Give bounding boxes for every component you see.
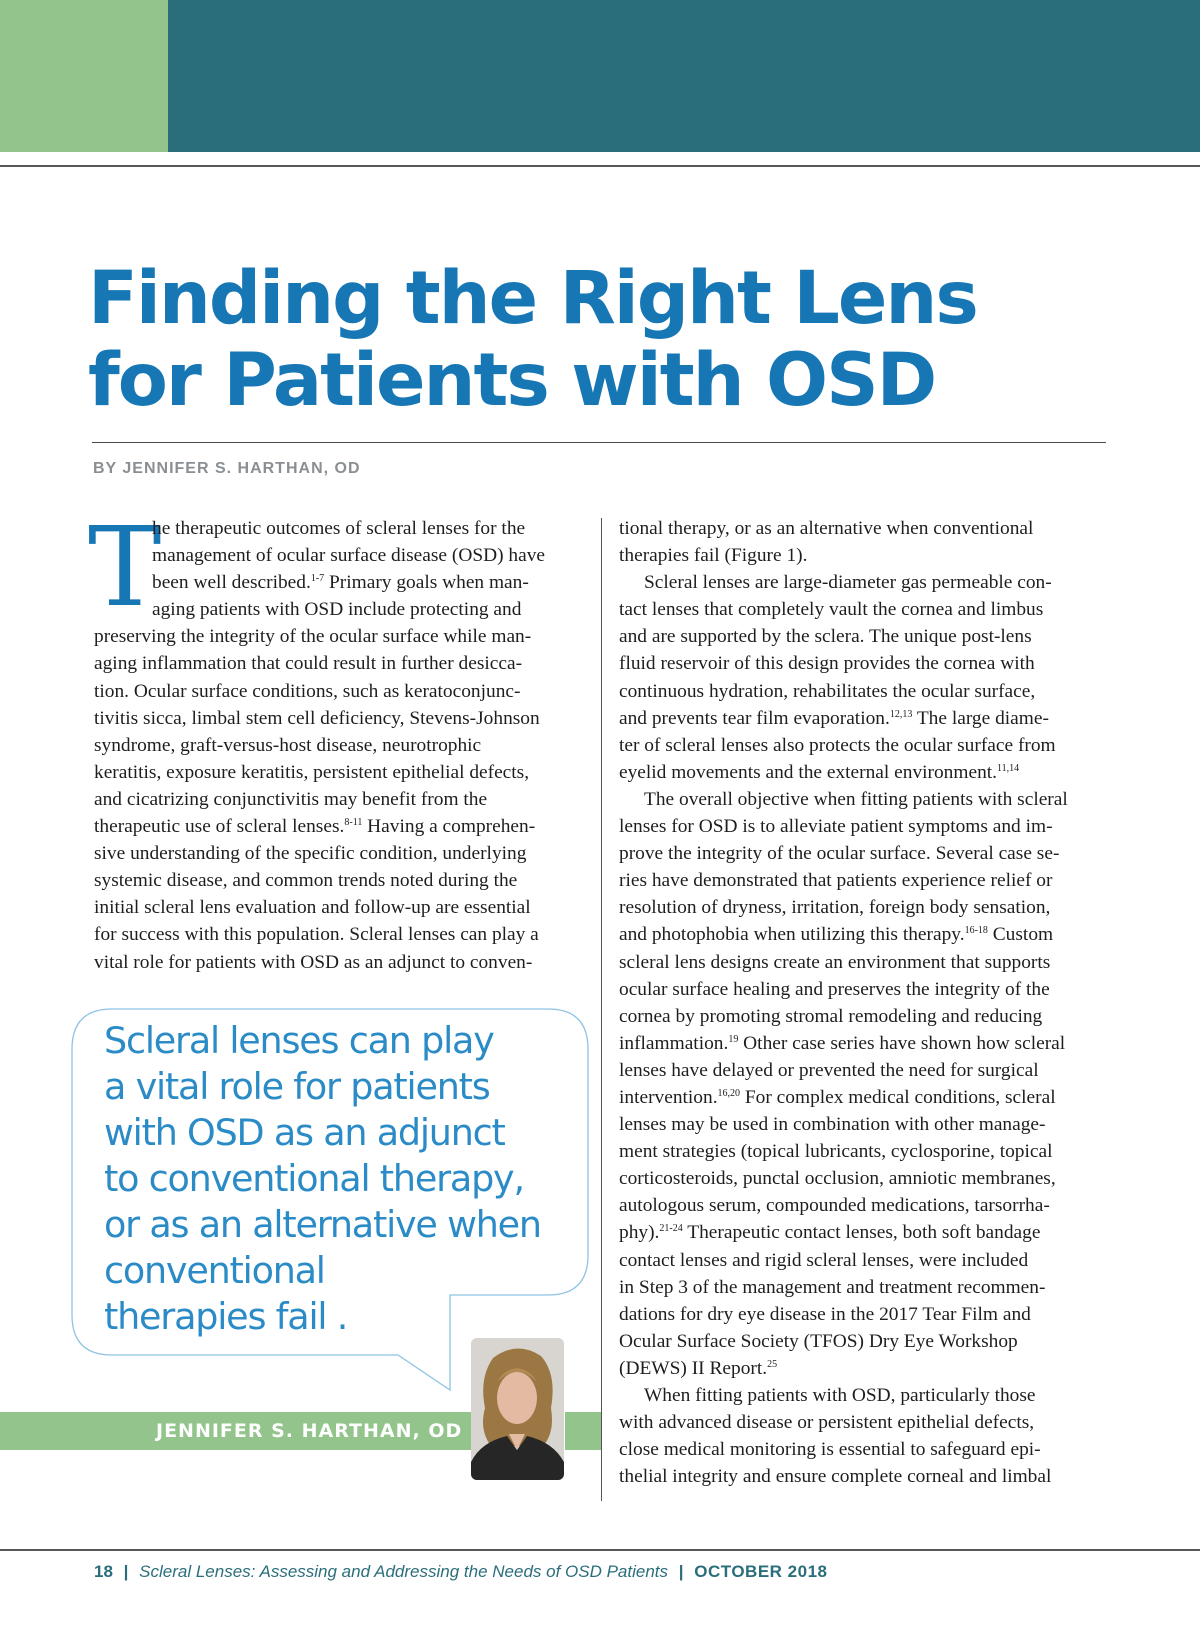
pull-quote-line: or as an alternative when	[104, 1203, 541, 1246]
text-run: (DEWS) II Report.	[619, 1357, 768, 1379]
text-run: in Step 3 of the management and treatment recommen-	[619, 1276, 1046, 1298]
text-run: tivitis sicca, limbal stem cell deficiency, Stevens-Johnson	[94, 707, 540, 729]
text-line	[619, 1003, 1107, 1030]
footer-separator: |	[123, 1562, 129, 1581]
page-footer	[94, 1562, 827, 1582]
text-line	[619, 1328, 1107, 1355]
text-line	[619, 1247, 1107, 1274]
text-run: Ocular Surface Society (TFOS) Dry Eye Workshop	[619, 1330, 1018, 1352]
drop-cap: T	[88, 503, 162, 631]
text-run: The overall objective when fitting patients with scleral	[644, 788, 1068, 810]
author-band-right	[565, 1412, 601, 1450]
text-line	[619, 732, 1107, 759]
citation-superscript: 21-24	[659, 1223, 683, 1235]
text-run: management of ocular surface disease (OSD) have	[152, 545, 546, 567]
text-run: dations for dry eye disease in the 2017 Tear Film and	[619, 1303, 1031, 1325]
text-run: ter of scleral lenses also protects the ocular surface from	[619, 734, 1056, 756]
text-run: ment strategies (topical lubricants, cyclosporine, topical	[619, 1141, 1053, 1163]
citation-superscript: 8-11	[344, 817, 363, 829]
text-run: for success with this population. Scleral lenses can play a	[94, 924, 539, 946]
text-run: syndrome, graft-versus-host disease, neurotrophic	[94, 734, 482, 756]
text-line	[619, 894, 1107, 921]
text-line	[619, 1355, 1107, 1382]
text-run: aging inflammation that could result in further desicca-	[94, 653, 523, 675]
text-run: therapies fail (Figure 1).	[619, 545, 808, 567]
text-run: cornea by promoting stromal remodeling and reducing	[619, 1005, 1043, 1027]
text-line	[619, 1463, 1107, 1490]
text-line	[619, 705, 1107, 732]
text-run: lenses for OSD is to alleviate patient symptoms and im-	[619, 816, 1053, 838]
pull-quote-line: Scleral lenses can play	[104, 1019, 494, 1062]
citation-superscript: 12,13	[889, 708, 913, 720]
text-run: prove the integrity of the ocular surface. Several case se-	[619, 843, 1060, 865]
citation-superscript: 16-18	[964, 925, 988, 937]
text-run: Scleral lenses are large-diameter gas permeable con-	[644, 572, 1052, 594]
citation-superscript: 11,14	[997, 762, 1020, 774]
text-line	[619, 623, 1107, 650]
text-run: tional therapy, or as an alternative when conventional	[619, 518, 1034, 539]
text-line	[619, 650, 1107, 677]
text-run: lenses have delayed or prevented the need for surgical	[619, 1059, 1039, 1081]
citation-superscript: 25	[767, 1358, 778, 1370]
text-run: For complex medical conditions, scleral	[740, 1086, 1056, 1108]
text-line	[619, 678, 1107, 705]
text-run: phy).	[619, 1222, 660, 1244]
text-run: with advanced disease or persistent epithelial defects,	[619, 1412, 1035, 1434]
text-line	[619, 1382, 1107, 1409]
text-run: and photophobia when utilizing this therapy.	[619, 924, 965, 946]
text-line	[619, 949, 1107, 976]
text-run: intervention.	[619, 1086, 718, 1108]
text-run: ocular surface healing and preserves the integrity of the	[619, 978, 1050, 1000]
pull-quote-line: therapies fail .	[104, 1295, 348, 1338]
citation-superscript: 16,20	[717, 1087, 741, 1099]
text-run: tact lenses that completely vault the cornea and limbus	[619, 599, 1044, 621]
text-run: sive understanding of the specific condition, underlying	[94, 843, 527, 865]
text-line	[619, 1084, 1107, 1111]
text-line	[619, 1030, 1107, 1057]
text-run: contact lenses and rigid scleral lenses, were included	[619, 1249, 1029, 1271]
text-run: eyelid movements and the external environment.	[619, 761, 997, 783]
text-line	[619, 867, 1107, 894]
text-run: autologous serum, compounded medications, tarsorrha-	[619, 1195, 1050, 1217]
text-run: aging patients with OSD include protecting and	[152, 599, 522, 621]
text-line	[619, 840, 1107, 867]
title-line-2: for Patients with OSD	[88, 338, 936, 423]
text-run: The large diame-	[912, 707, 1049, 729]
title-line-1: Finding the Right Lens	[88, 256, 977, 341]
text-run: been well described.	[152, 572, 311, 594]
publication-title: Scleral Lenses: Assessing and Addressing the Needs of OSD Patients	[139, 1562, 669, 1581]
footer-rule	[0, 1549, 1200, 1551]
text-line	[619, 976, 1107, 1003]
text-run: corticosteroids, punctal occlusion, amniotic membranes,	[619, 1168, 1056, 1190]
pull-quote-line: to conventional therapy,	[104, 1157, 524, 1200]
text-run: Therapeutic contact lenses, both soft bandage	[682, 1222, 1041, 1244]
pull-quote-line: conventional	[104, 1249, 325, 1292]
text-run: therapeutic use of scleral lenses.	[94, 816, 345, 838]
text-run: keratitis, exposure keratitis, persistent epithelial defects,	[94, 761, 530, 783]
text-line	[619, 1111, 1107, 1138]
text-line	[619, 596, 1107, 623]
text-run: fluid reservoir of this design provides the cornea with	[619, 653, 1035, 675]
text-run: Custom	[987, 924, 1054, 946]
article-right-column	[619, 515, 1107, 1490]
text-line	[619, 515, 1107, 542]
text-line	[619, 1274, 1107, 1301]
text-run: lenses may be used in combination with other manage-	[619, 1114, 1046, 1136]
text-run: resolution of dryness, irritation, foreign body sensation,	[619, 897, 1051, 919]
text-line	[619, 813, 1107, 840]
author-portrait-image	[471, 1338, 564, 1480]
byline: BY JENNIFER S. HARTHAN, OD	[93, 460, 361, 477]
text-run: vital role for patients with OSD as an adjunct to conven-	[94, 951, 533, 973]
text-line	[619, 759, 1107, 786]
text-run: continuous hydration, rehabilitates the ocular surface,	[619, 680, 1036, 702]
text-line	[619, 1409, 1107, 1436]
text-line	[619, 1192, 1107, 1219]
text-line	[619, 1057, 1107, 1084]
citation-superscript: 1-7	[310, 573, 325, 585]
citation-superscript: 19	[728, 1033, 739, 1045]
text-run: ries have demonstrated that patients experience relief or	[619, 870, 1053, 892]
text-run: systemic disease, and common trends noted during the	[94, 870, 518, 892]
text-run: close medical monitoring is essential to safeguard epi-	[619, 1439, 1041, 1461]
text-run: and prevents tear film evaporation.	[619, 707, 890, 729]
text-line	[619, 542, 1107, 569]
pull-quote-line: a vital role for patients	[104, 1065, 490, 1108]
text-line	[619, 1301, 1107, 1328]
pull-quote	[104, 1018, 541, 1340]
text-run: and are supported by the sclera. The unique post-lens	[619, 626, 1032, 648]
text-run: he therapeutic outcomes of scleral lenses for the	[152, 518, 526, 539]
text-line	[619, 1138, 1107, 1165]
text-run: scleral lens designs create an environment that supports	[619, 951, 1051, 973]
text-line	[619, 1219, 1107, 1246]
text-line	[619, 786, 1107, 813]
text-line	[619, 921, 1107, 948]
text-run: preserving the integrity of the ocular surface while man-	[94, 626, 532, 648]
text-run: Other case series have shown how scleral	[738, 1032, 1066, 1054]
column-divider	[601, 518, 602, 1501]
text-run: thelial integrity and ensure complete corneal and limbal	[619, 1466, 1052, 1488]
text-run: inflammation.	[619, 1032, 729, 1054]
text-line	[619, 1165, 1107, 1192]
text-run: When fitting patients with OSD, particularly those	[644, 1385, 1036, 1406]
author-name-label: JENNIFER S. HARTHAN, OD	[156, 1420, 463, 1442]
text-line	[619, 1436, 1107, 1463]
pull-quote-line: with OSD as an adjunct	[104, 1111, 505, 1154]
page-number: 18	[94, 1562, 113, 1581]
text-run: Having a comprehen-	[362, 816, 536, 838]
text-line	[619, 569, 1107, 596]
issue-date: OCTOBER 2018	[694, 1562, 828, 1581]
text-run: Primary goals when man-	[324, 572, 529, 594]
author-photo	[471, 1338, 564, 1480]
text-run: tion. Ocular surface conditions, such as keratoconjunc-	[94, 680, 521, 702]
footer-separator-2: |	[678, 1562, 684, 1581]
text-run: and cicatrizing conjunctivitis may benefit from the	[94, 788, 488, 810]
text-run: initial scleral lens evaluation and follow-up are essential	[94, 897, 531, 919]
